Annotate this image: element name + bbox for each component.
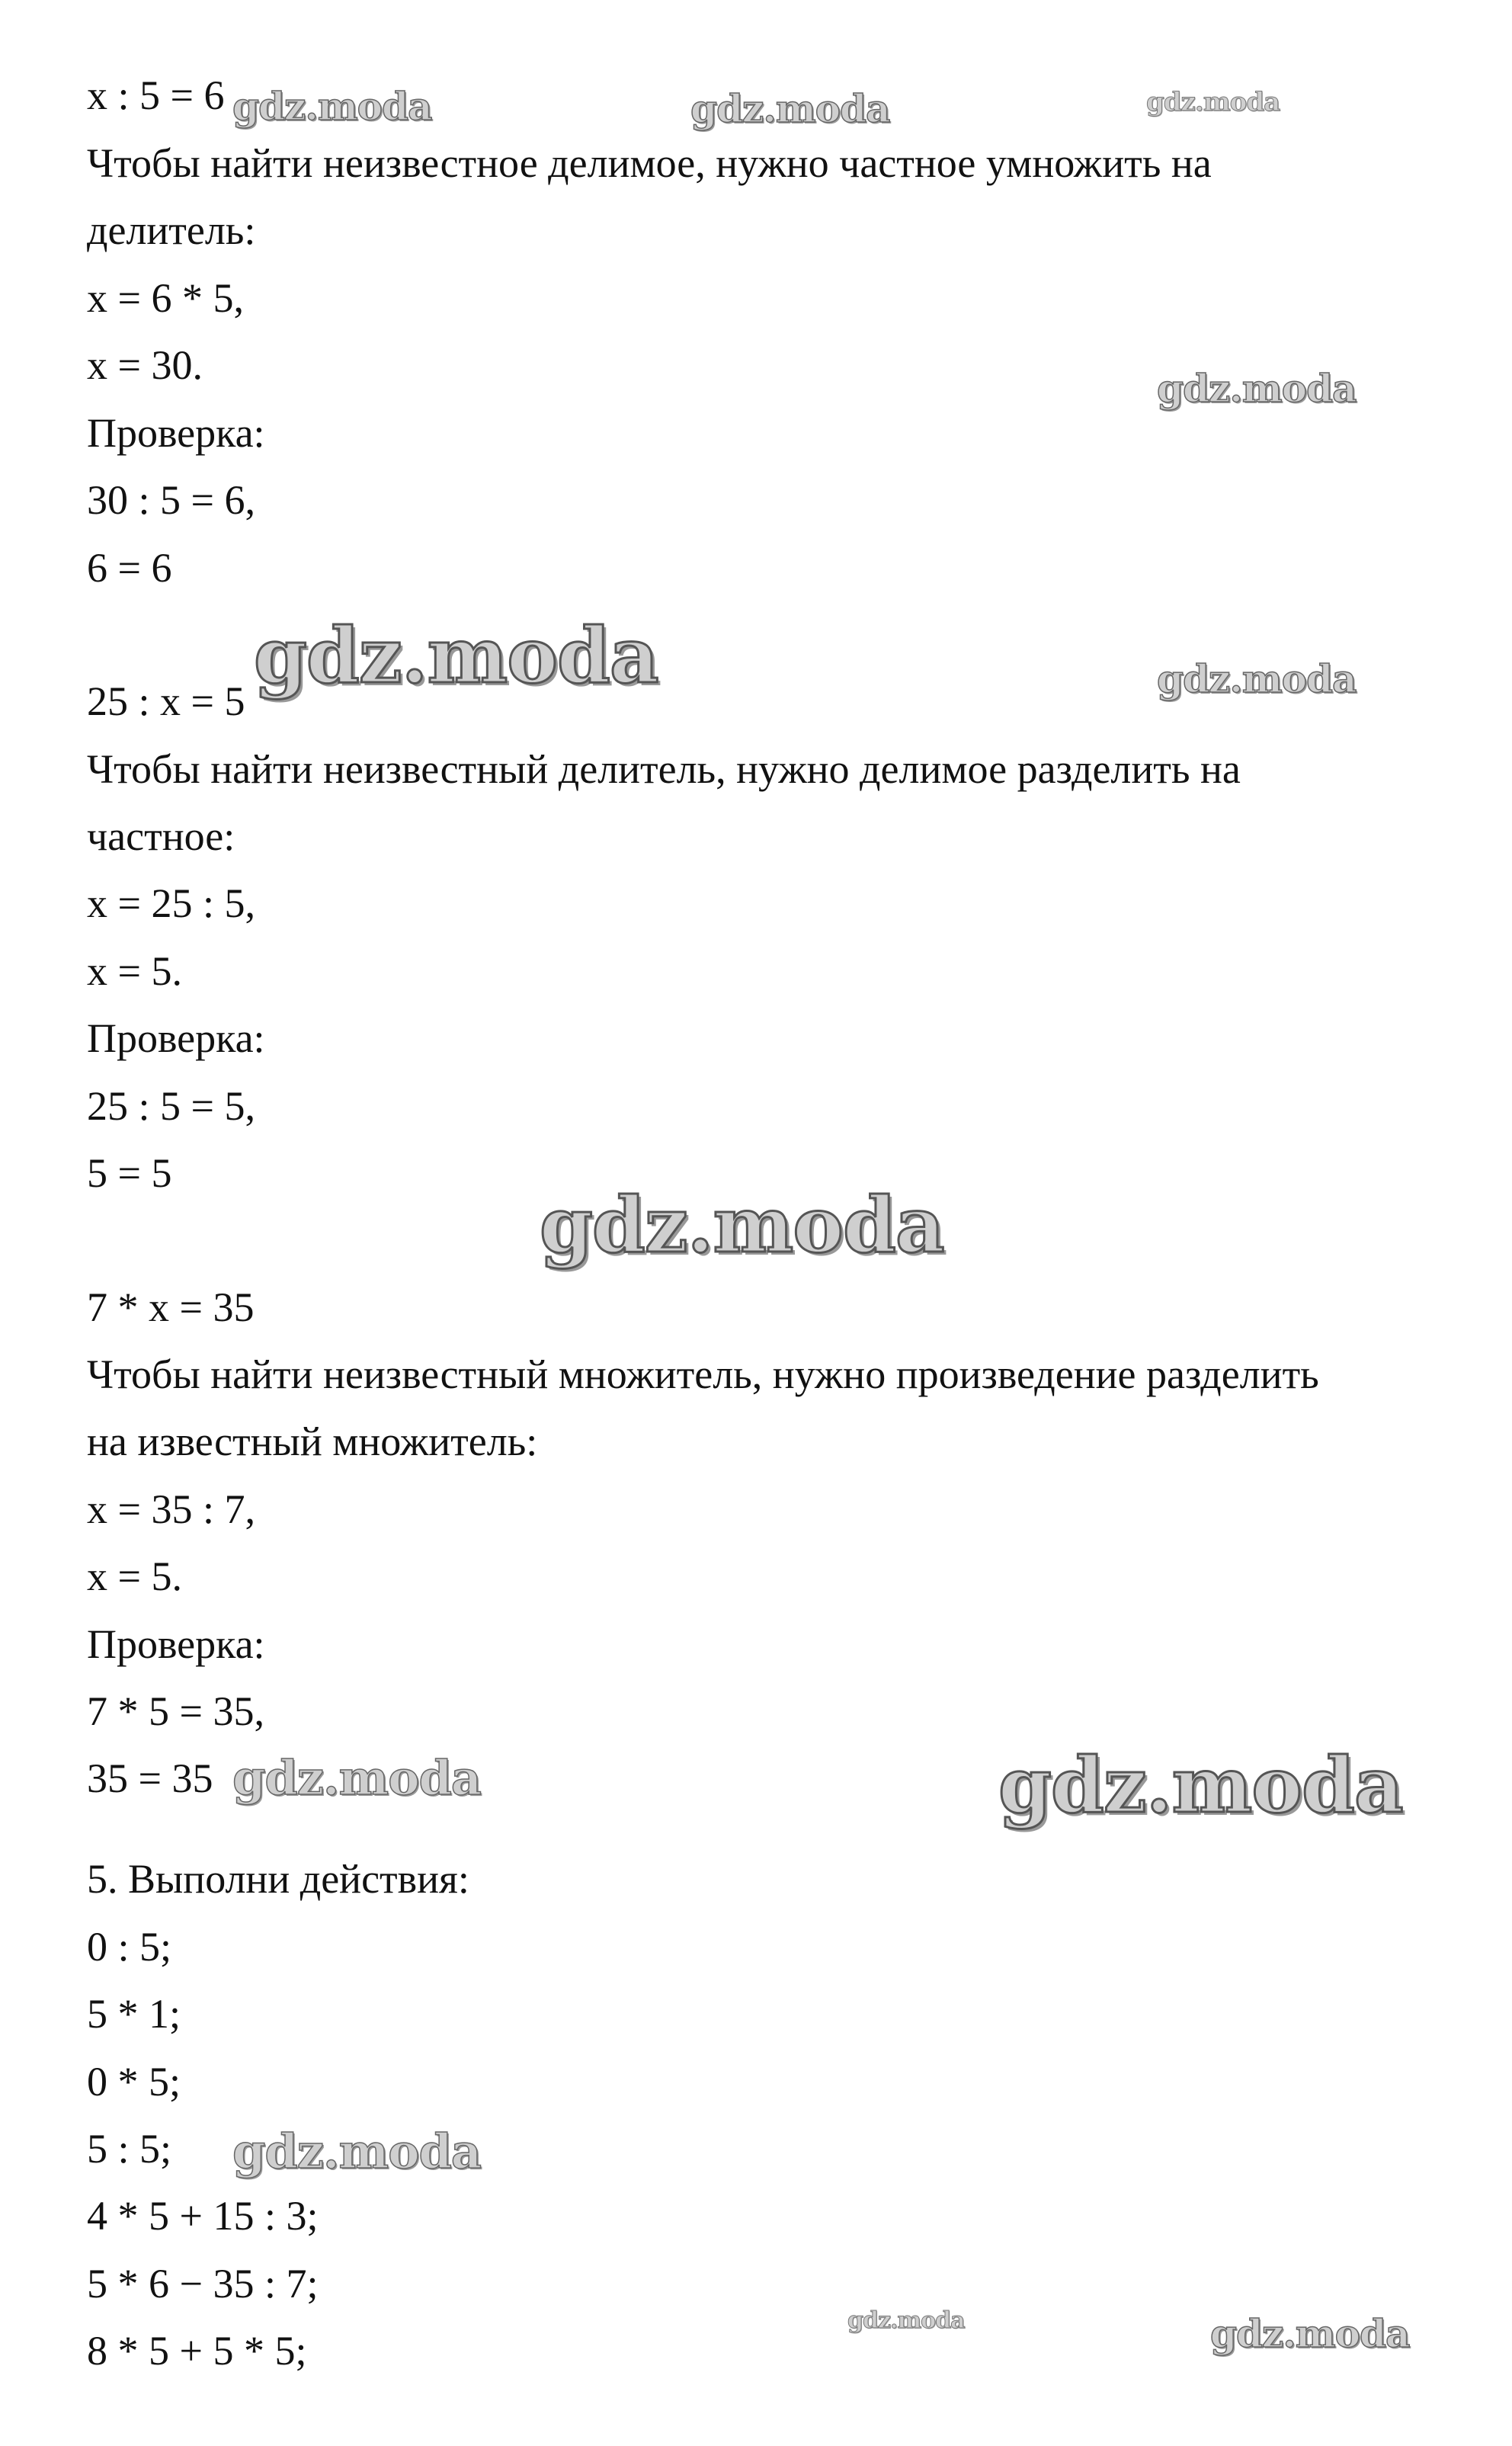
solution-step: x = 30.	[87, 342, 203, 388]
equation-line: x : 5 = 6	[87, 72, 225, 118]
check-step: 7 * 5 = 35,	[87, 1688, 264, 1734]
rule-text: на известный множитель:	[87, 1419, 538, 1464]
task-item: 5 : 5;	[87, 2126, 172, 2172]
solution-step: x = 25 : 5,	[87, 880, 255, 926]
watermark-logo: gdz.moda	[998, 1740, 1403, 1830]
watermark-logo: gdz.moda	[254, 611, 658, 700]
watermark-logo: gdz.moda	[847, 2307, 965, 2334]
rule-text: частное:	[87, 813, 235, 859]
watermark-logo: gdz.moda	[232, 1750, 481, 1806]
solution-step: x = 35 : 7,	[87, 1486, 255, 1532]
rule-text: делитель:	[87, 207, 256, 253]
rule-text: Чтобы найти неизвестный множитель, нужно произведение разделить	[87, 1351, 1319, 1397]
equation-line: 25 : x = 5	[87, 678, 245, 724]
task-item: 0 * 5;	[87, 2059, 181, 2105]
check-heading: Проверка:	[87, 1621, 265, 1667]
task-item: 4 * 5 + 15 : 3;	[87, 2193, 319, 2239]
rule-text: Чтобы найти неизвестный делитель, нужно делимое разделить на	[87, 746, 1241, 792]
watermark-logo: gdz.moda	[1157, 366, 1357, 411]
check-heading: Проверка:	[87, 1015, 265, 1061]
rule-text: Чтобы найти неизвестное делимое, нужно частное умножить на	[87, 140, 1212, 186]
check-step: 35 = 35	[87, 1755, 213, 1801]
watermark-logo: gdz.moda	[1146, 87, 1280, 117]
check-heading: Проверка:	[87, 410, 265, 456]
task-item: 5 * 1;	[87, 1991, 181, 2037]
watermark-logo: gdz.moda	[232, 84, 432, 129]
task-item: 0 : 5;	[87, 1924, 172, 1970]
task-item: 8 * 5 + 5 * 5;	[87, 2328, 307, 2374]
solution-step: x = 5.	[87, 948, 182, 994]
watermark-logo: gdz.moda	[540, 1180, 944, 1270]
watermark-logo: gdz.moda	[1157, 656, 1357, 701]
watermark-logo: gdz.moda	[1210, 2311, 1410, 2356]
check-step: 6 = 6	[87, 545, 172, 591]
solution-step: x = 6 * 5,	[87, 275, 244, 321]
task-item: 5 * 6 − 35 : 7;	[87, 2261, 319, 2307]
check-step: 25 : 5 = 5,	[87, 1083, 255, 1129]
watermark-logo: gdz.moda	[232, 2124, 481, 2179]
equation-line: 7 * x = 35	[87, 1284, 255, 1330]
task-heading: 5. Выполни действия:	[87, 1856, 469, 1902]
check-step: 5 = 5	[87, 1150, 172, 1196]
solution-step: x = 5.	[87, 1553, 182, 1599]
check-step: 30 : 5 = 6,	[87, 477, 255, 523]
watermark-logo: gdz.moda	[690, 86, 890, 131]
